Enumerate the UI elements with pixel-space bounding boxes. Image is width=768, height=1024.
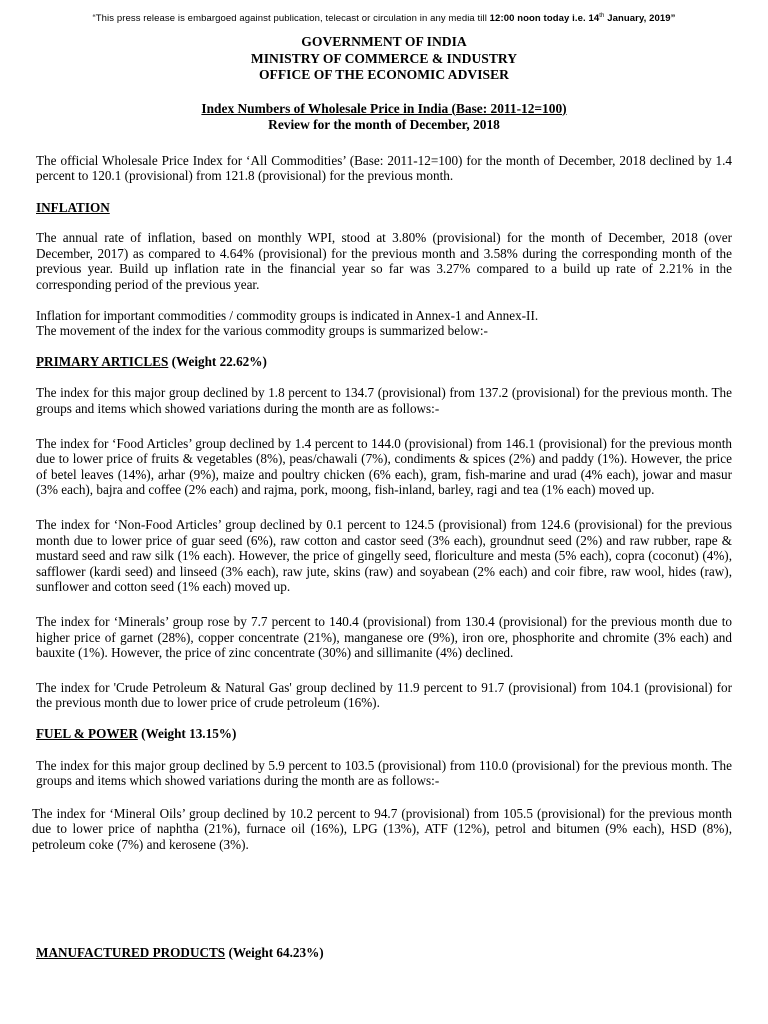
mineral-oils-paragraph: The index for ‘Mineral Oils’ group declined by 10.2 percent to 94.7 (provisional) from 105.5 (provisional) for the previous month due to lower price of naphtha (21%), furnace oil (16%), LPG (13%), ATF (12%), petrol and bitumen (9% each), HSD (8%), petroleum coke (7%) and kerosene (3%).: [32, 805, 732, 852]
fuel-heading: [36, 726, 732, 742]
inflation-heading-text: INFLATION: [36, 199, 110, 215]
crude-petroleum-paragraph: The index for 'Crude Petroleum & Natural Gas' group declined by 11.9 percent to 91.7 (provisional) from 104.1 (provisional) for the previous month due to lower price of crude petroleum (16%).: [36, 679, 732, 711]
header-line-1: GOVERNMENT OF INDIA: [301, 34, 467, 49]
embargo-date: January, 2019”: [604, 13, 676, 24]
letterhead: [36, 34, 732, 84]
fuel-paragraph: The index for this major group declined by 5.9 percent to 103.5 (provisional) from 110.0 (provisional) for the previous month. The groups and items which showed variations during the month are as follows:-: [36, 757, 732, 789]
primary-paragraph: The index for this major group declined by 1.8 percent to 134.7 (provisional) from 137.2 (provisional) for the previous month. The groups and items which showed variations during the month are as follows:-: [36, 385, 732, 417]
intro-paragraph: The official Wholesale Price Index for ‘All Commodities’ (Base: 2011-12=100) for the month of December, 2018 declined by 1.4 percent to 120.1 (provisional) from 121.8 (provisional) for the previous month.: [36, 152, 732, 184]
primary-heading: [36, 354, 732, 370]
annex-note: Inflation for important commodities / commodity groups is indicated in Annex-1 and Annex-II.: [36, 307, 539, 323]
fuel-weight: (Weight 13.15%): [137, 725, 237, 741]
embargo-time: 12:00 noon today i.e. 14: [489, 13, 600, 24]
embargo-sup: th: [599, 12, 605, 19]
header-line-3: OFFICE OF THE ECONOMIC ADVISER: [258, 67, 509, 82]
manufactured-heading: [36, 945, 732, 961]
press-release: [32, 34, 732, 960]
manufactured-weight: (Weight 64.23%): [225, 944, 324, 960]
title-line-1: Index Numbers of Wholesale Price in India (Base: 2011-12=100): [201, 100, 567, 116]
embargo-notice: [0, 13, 768, 24]
embargo-text: “This press release is embargoed against publication, telecast or circulation in any media till: [92, 13, 487, 24]
header-line-2: MINISTRY OF COMMERCE & INDUSTRY: [250, 50, 518, 66]
title-line-2: Review for the month of December, 2018: [268, 116, 500, 132]
document-title: [36, 101, 732, 133]
primary-heading-text: PRIMARY ARTICLES: [36, 353, 169, 369]
inflation-heading: [36, 200, 732, 216]
minerals-paragraph: The index for ‘Minerals’ group rose by 7.7 percent to 140.4 (provisional) from 130.4 (provisional) for the previous month due to higher price of garnet (28%), copper concentrate (21%), manganese ore (9%), iron ore, phosphorite and chromite (3% each) and bauxite (1%). However, the price of zinc concentrate (30%) and sillimanite (4%) declined.: [36, 613, 732, 661]
primary-weight: (Weight 22.62%): [168, 353, 267, 369]
fuel-heading-text: FUEL & POWER: [36, 725, 138, 741]
inflation-paragraph: The annual rate of inflation, based on monthly WPI, stood at 3.80% (provisional) for the month of December, 2018 (over December, 2017) as compared to 4.64% (provisional) for the previous month and 3.58% during the corresponding month of the previous year. Build up inflation rate in the financial year so far was 3.27% compared to a build up rate of 2.21% in the corresponding period of the previous year.: [36, 230, 732, 293]
manufactured-heading-text: MANUFACTURED PRODUCTS: [36, 944, 226, 960]
non-food-articles-paragraph: The index for ‘Non-Food Articles’ group declined by 0.1 percent to 124.5 (provisional) from 124.6 (provisional) for the previous month due to lower price of guar seed (6%), raw cotton and castor seed (3% each), groundnut seed (2%) and raw rubber, rape & mustard seed and raw silk (1% each). However, the price of gingelly seed, floriculture and mesta (5% each), copra (coconut) (4%), safflower (kardi seed) and linseed (3% each), raw jute, skins (raw) and soyabean (2% each) and coir fibre, raw wool, hides (raw), sunflower and cotton seed (1% each) moved up.: [36, 517, 732, 595]
movement-note: The movement of the index for the various commodity groups is summarized below:-: [36, 323, 488, 339]
food-articles-paragraph: The index for ‘Food Articles’ group declined by 1.4 percent to 144.0 (provisional) from 146.1 (provisional) for the previous month due to lower price of fruits & vegetables (8%), peas/chawali (7%), condiments & spices (2%) and paddy (1%). However, the price of betel leaves (14%), arhar (9%), maize and poultry chicken (6% each), gram, fish-marine and urad (4% each), jowar and masur (3% each), bajra and coffee (2% each) and rajma, pork, moong, fish-inland, barley, ragi and tea (1% each) moved up.: [36, 435, 732, 498]
